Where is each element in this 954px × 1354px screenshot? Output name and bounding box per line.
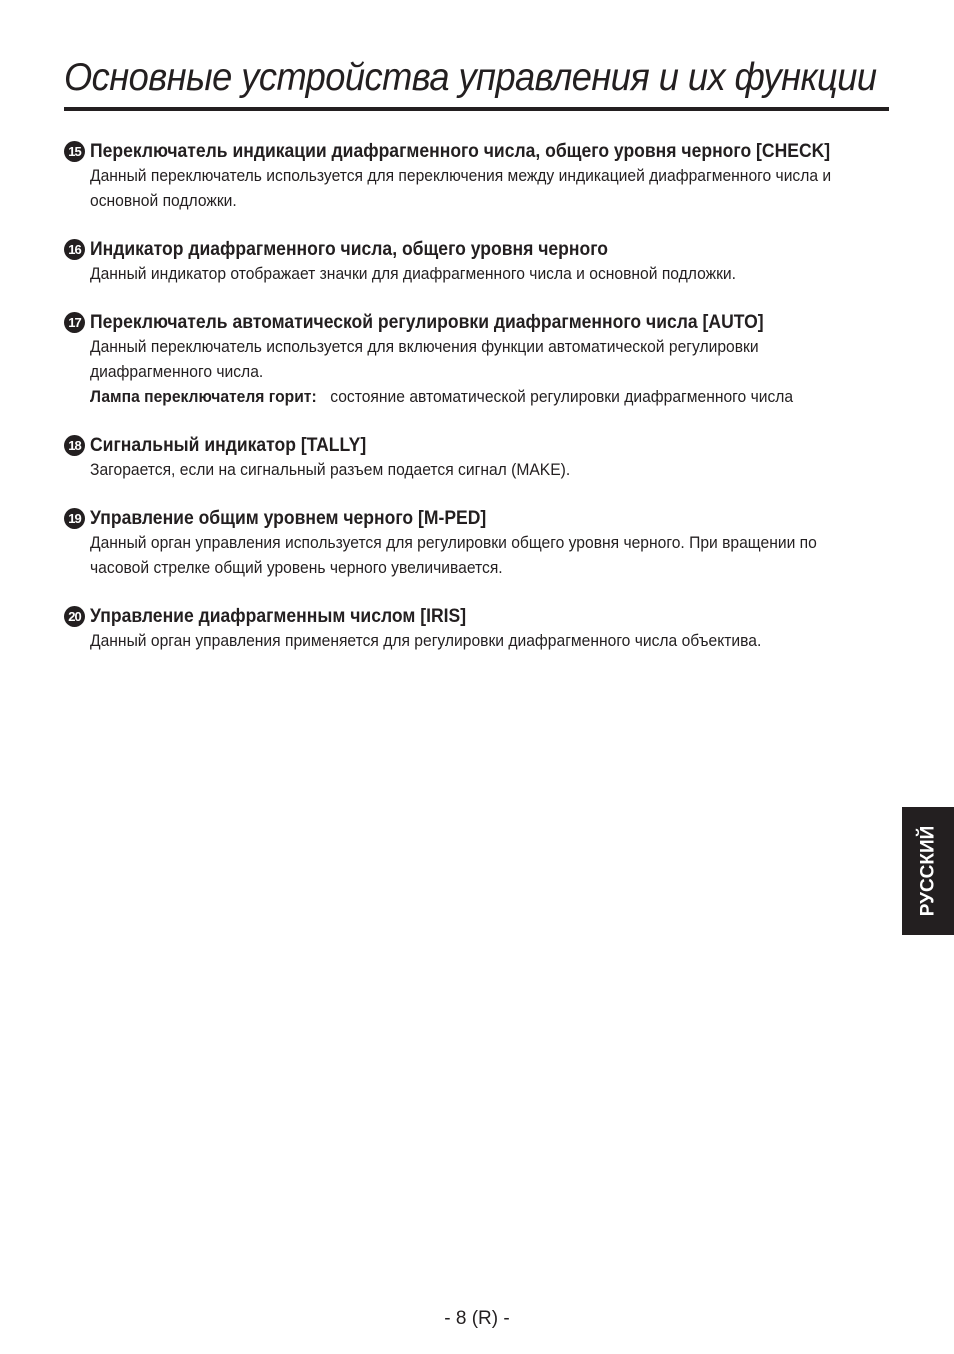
language-tab: [902, 807, 954, 935]
item-number-badge: 18: [64, 435, 85, 456]
lamp-status-text: состояние автоматической регулировки диафрагменного числа: [330, 387, 794, 406]
item-description-line: диафрагменного числа.: [90, 362, 264, 381]
item-check-switch: [64, 139, 894, 213]
lamp-status-line: [90, 384, 872, 409]
item-description-line: Данный орган управления используется для регулировки общего уровня черного. При вращении по: [90, 533, 817, 552]
lamp-status-label: Лампа переключателя горит:: [90, 387, 317, 406]
item-number-badge: 16: [64, 239, 85, 260]
item-title: Индикатор диафрагменного числа, общего уровня черного: [90, 237, 609, 260]
item-description-line: Загорается, если на сигнальный разъем подается сигнал (MAKE).: [90, 460, 571, 479]
item-number-badge: 17: [64, 312, 85, 333]
item-number-badge: 15: [64, 141, 85, 162]
item-tally-indicator: [64, 433, 894, 482]
item-title: Переключатель автоматической регулировки диафрагменного числа [AUTO]: [90, 310, 764, 333]
item-description-line: часовой стрелке общий уровень черного увеличивается.: [90, 558, 503, 577]
item-iris-control: [64, 604, 894, 653]
item-level-indicator: [64, 237, 894, 286]
title-underline: [64, 107, 889, 111]
item-list: [64, 139, 894, 677]
item-number-badge: 20: [64, 606, 85, 627]
item-mped-control: [64, 506, 894, 580]
page-number: - 8 (R) -: [444, 1308, 510, 1329]
language-tab-label: РУССКИЙ: [917, 825, 938, 917]
item-title: Сигнальный индикатор [TALLY]: [90, 433, 367, 456]
page-title: Основные устройства управления и их функции: [64, 56, 877, 99]
item-auto-switch: [64, 310, 894, 409]
item-description-line: Данный переключатель используется для переключения между индикацией диафрагменного числа и: [90, 166, 832, 185]
item-number-badge: 19: [64, 508, 85, 529]
item-description-line: Данный переключатель используется для включения функции автоматической регулировки: [90, 337, 759, 356]
item-description-line: основной подложки.: [90, 191, 237, 210]
item-title: Управление диафрагменным числом [IRIS]: [90, 604, 467, 627]
item-title: Управление общим уровнем черного [M-PED]: [90, 506, 487, 529]
item-description-line: Данный индикатор отображает значки для диафрагменного числа и основной подложки.: [90, 264, 736, 283]
item-title: Переключатель индикации диафрагменного числа, общего уровня черного [CHECK]: [90, 139, 831, 162]
item-description-line: Данный орган управления применяется для регулировки диафрагменного числа объектива.: [90, 631, 762, 650]
